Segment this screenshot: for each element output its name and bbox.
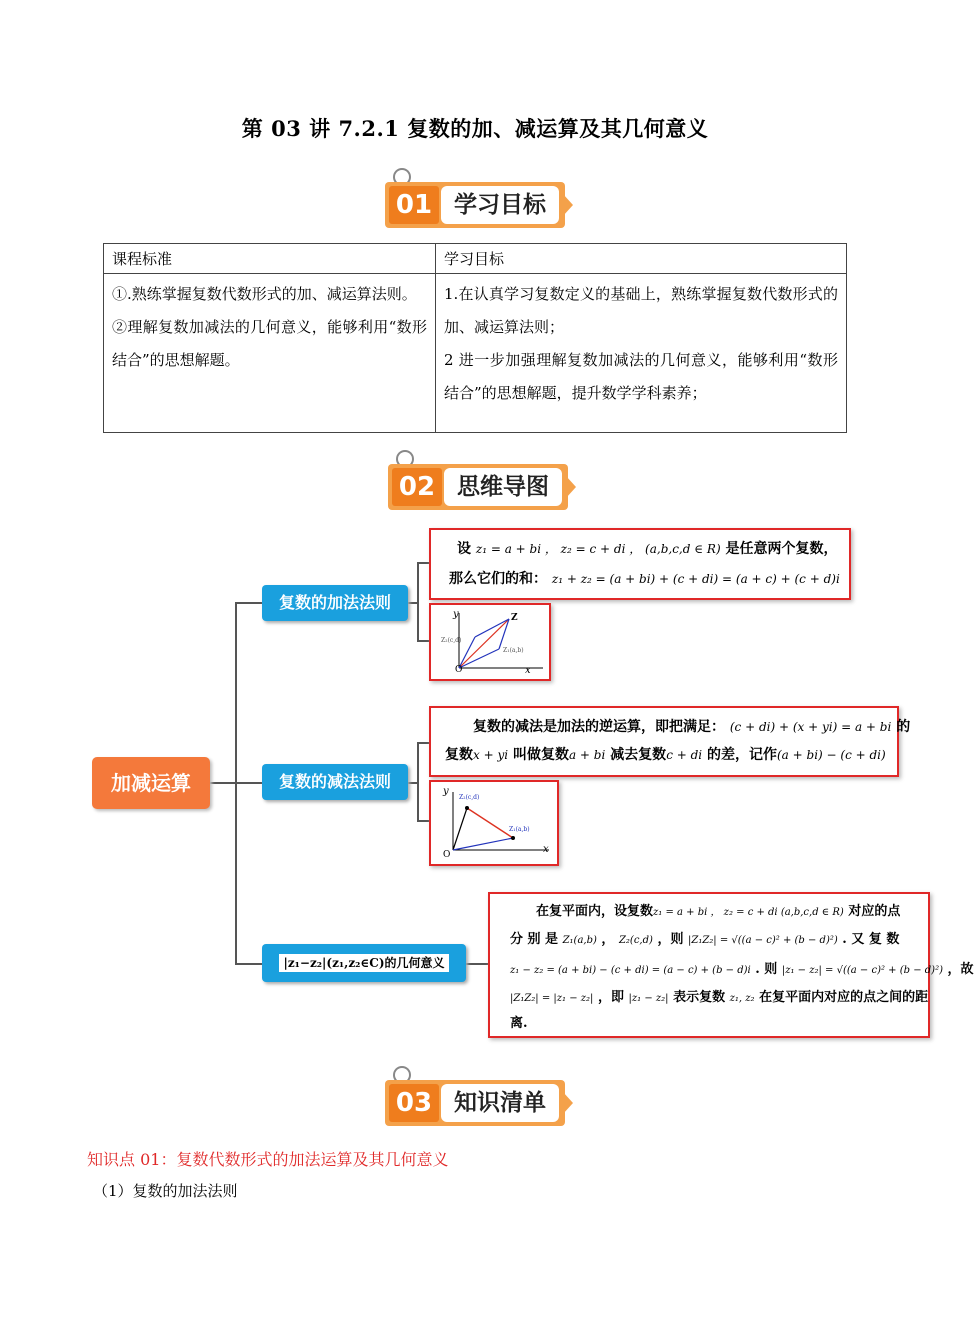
knowledge-point-heading: 知识点 01：复数代数形式的加法运算及其几何意义 — [87, 1150, 449, 1169]
subtraction-graph: y x O Z₁(a,b) Z₂(c,d) — [429, 780, 559, 866]
standard-item-2: ②理解复数加减法的几何意义，能够利用“数形结合”的思想解题。 — [112, 318, 427, 369]
node-geometric-meaning — [262, 944, 466, 982]
subtraction-rule-box: 复数的减法是加法的逆运算，即把满足： (c + di) + (x + yi) = a + bi 的 复数x + yi 叫做复数a + bi 减去复数c + di 的差，记作(a + bi) − (c + di) — [429, 706, 899, 777]
connector — [235, 782, 263, 784]
section-number: 03 — [389, 1084, 439, 1122]
node-addition-rule: 复数的加法法则 — [262, 585, 408, 621]
section-label: 学习目标 — [441, 186, 559, 224]
standard-item-1: ①.熟练掌握复数代数形式的加、减运算法则。 — [112, 285, 417, 303]
table-header-standard: 课程标准 — [104, 244, 436, 274]
geometric-meaning-box: 在复平面内，设复数z₁ = a + bi ， z₂ = c + di (a,b,c,d ∈ R) 对应的点 分 别 是 Z₁(a,b) ， Z₂(c,d) ，则 |Z₁Z₂| = √((a − c)² + (b − d)²) . 又 复 数 z₁ − z₂ = (a + bi) − (c + di) = (a − c) + (b − d)i . 则 |z₁ − z₂| = √((a − c)² + (b − d)²) ，故 |Z₁Z₂| = |z₁ − z₂| ，即 |z₁ − z₂| 表示复数 z₁, z₂ 在复平面内对应的点之间的距 离. — [488, 892, 930, 1038]
section-badge-03 — [385, 1066, 585, 1128]
connector — [417, 742, 419, 822]
section-number: 02 — [392, 468, 442, 506]
geometric-meaning-label: |z₁−z₂|(z₁,z₂∈C)的几何意义 — [279, 954, 448, 972]
page-title: 第 03 讲 7.2.1 复数的加、减运算及其几何意义 — [241, 116, 709, 141]
node-subtraction-rule: 复数的减法法则 — [262, 764, 408, 800]
mindmap-root: 加减运算 — [92, 757, 210, 809]
connector — [417, 742, 429, 744]
section-number: 01 — [389, 186, 439, 224]
connector — [417, 640, 429, 642]
connector — [466, 963, 488, 965]
connector — [210, 782, 236, 784]
connector — [417, 562, 429, 564]
addition-graph: y x O Z Z₁(a,b) Z₂(c,d) — [429, 603, 551, 681]
addition-rule-box: 设 z₁ = a + bi ， z₂ = c + di ， (a,b,c,d ∈ R) 是任意两个复数， 那么它们的和： z₁ + z₂ = (a + bi) + (c + di) = (a + c) + (c + d)i — [429, 528, 851, 600]
subheading: （1）复数的加法法则 — [93, 1182, 238, 1200]
section-label: 知识清单 — [441, 1084, 559, 1122]
connector — [235, 963, 263, 965]
table-header-goals: 学习目标 — [436, 244, 847, 274]
connector — [235, 602, 263, 604]
objectives-table — [103, 243, 847, 433]
section-label: 思维导图 — [444, 468, 562, 506]
table-cell-goals — [436, 274, 847, 433]
goal-item-1: 1.在认真学习复数定义的基础上，熟练掌握复数代数形式的加、减运算法则； — [444, 285, 838, 336]
connector — [417, 820, 429, 822]
section-badge-01 — [385, 168, 585, 230]
goal-item-2: 2 进一步加强理解复数加减法的几何意义，能够利用“数形结合”的思想解题，提升数学学科素养； — [444, 351, 838, 402]
section-badge-02 — [388, 450, 588, 512]
connector — [417, 562, 419, 642]
table-cell-standard — [104, 274, 436, 433]
